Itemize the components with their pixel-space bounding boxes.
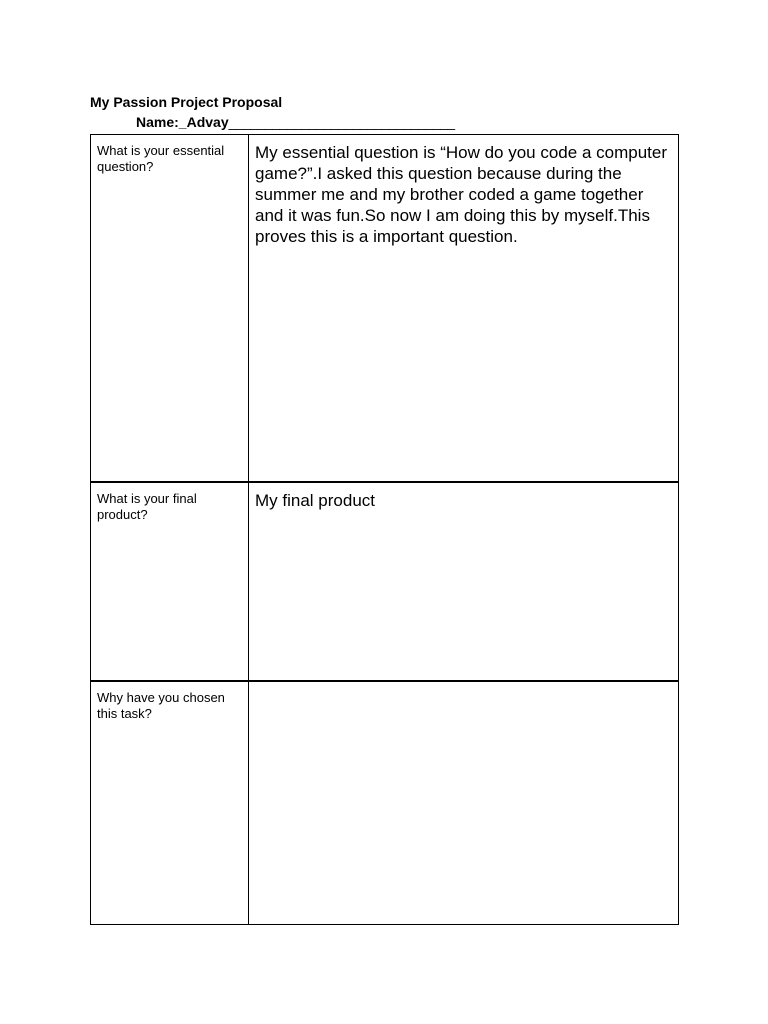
question-text: What is your final product?: [97, 491, 197, 522]
answer-text[interactable]: My essential question is “How do you code a computer game?”.I asked this question because during the summer me and my brother coded a game together and it was fun.So now I am doing this by myself.This proves this is a important question.: [255, 143, 667, 246]
question-text: What is your essential question?: [97, 143, 225, 174]
question-cell: [91, 681, 249, 925]
answer-text[interactable]: My final product: [255, 491, 375, 510]
answer-cell[interactable]: [249, 681, 679, 925]
answer-text[interactable]: [249, 682, 678, 689]
proposal-table: [90, 134, 679, 925]
name-blank-line: _______________________________: [228, 114, 455, 130]
name-field: [136, 113, 454, 131]
table-row: [91, 482, 679, 681]
question-cell: [91, 482, 249, 681]
name-label: Name:_Advay: [136, 114, 229, 130]
table-row: [91, 681, 679, 925]
question-text: Why have you chosen this task?: [97, 690, 225, 721]
answer-cell[interactable]: [249, 482, 679, 681]
table-row: [91, 135, 679, 483]
document-title: My Passion Project Proposal: [90, 94, 283, 110]
answer-cell[interactable]: [249, 135, 679, 483]
question-cell: [91, 135, 249, 483]
